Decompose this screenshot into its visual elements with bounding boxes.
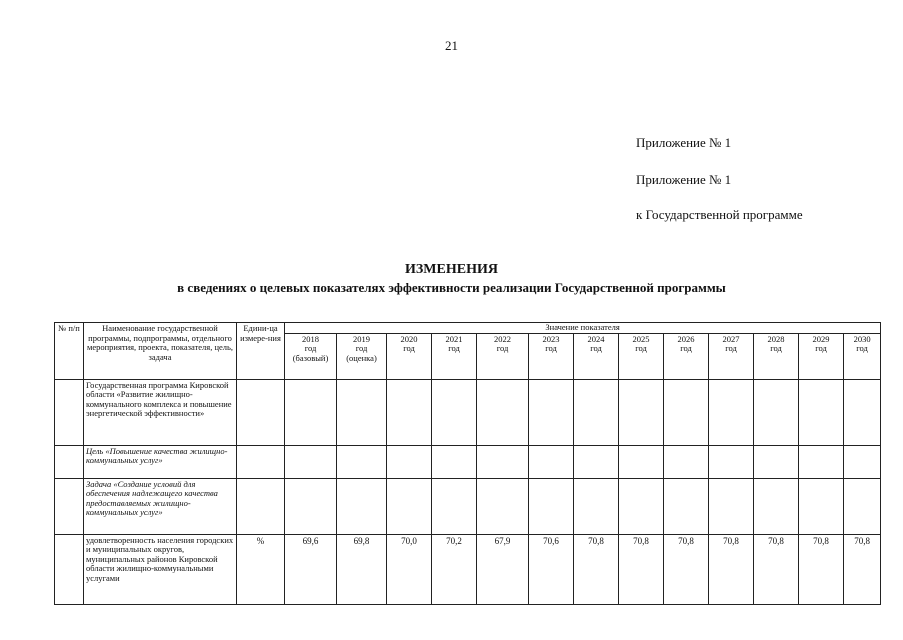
appendix-line-1: Приложение № 1 <box>636 135 732 150</box>
page-number: 21 <box>445 38 458 53</box>
cell-value <box>574 478 619 534</box>
cell-value <box>799 379 844 445</box>
cell-value <box>529 478 574 534</box>
cell-value <box>337 379 387 445</box>
header-year-label: 2024 <box>587 333 605 344</box>
header-year-label: 2020 <box>400 333 418 344</box>
header-year-note: год <box>448 343 460 354</box>
cell-value: 70,8 <box>574 534 619 604</box>
header-year-label: 2028 <box>767 333 785 344</box>
cell-value <box>844 379 881 445</box>
header-year-label: 2021 <box>445 333 463 344</box>
cell-value: 70,8 <box>619 534 664 604</box>
header-year-2030 <box>844 333 881 379</box>
cell-name: удовлетворенность населения городских и муниципальных округов, муниципальных районов Кировской области жилищно-коммунальными услугами <box>84 534 237 604</box>
cell-name: Государственная программа Кировской области «Развитие жилищно-коммунального комплекса и повышение энергетической эффективности» <box>84 379 237 445</box>
header-year-2025 <box>619 333 664 379</box>
cell-value <box>574 445 619 478</box>
cell-value <box>799 445 844 478</box>
header-year-note: год <box>856 343 868 354</box>
header-num: № п/п <box>55 323 84 380</box>
cell-num <box>55 445 84 478</box>
cell-value: 70,6 <box>529 534 574 604</box>
header-year-note: год <box>403 343 415 354</box>
cell-value <box>844 478 881 534</box>
cell-value: 69,8 <box>337 534 387 604</box>
cell-value <box>477 445 529 478</box>
cell-value <box>432 379 477 445</box>
header-year-note: год <box>725 343 737 354</box>
cell-value <box>619 379 664 445</box>
cell-name: Задача «Создание условий для обеспечения надлежащего качества предоставляемых жилищно-коммунальных услуг» <box>84 478 237 534</box>
header-year-note: год <box>680 343 692 354</box>
header-year-2023 <box>529 333 574 379</box>
cell-value <box>337 478 387 534</box>
header-year-label: 2027 <box>722 333 740 344</box>
cell-value <box>529 379 574 445</box>
header-year-note: год <box>590 343 602 354</box>
cell-value <box>432 445 477 478</box>
cell-value <box>664 478 709 534</box>
table-row <box>55 534 881 604</box>
cell-value <box>709 379 754 445</box>
document-title: ИЗМЕНЕНИЯ <box>405 262 498 277</box>
header-year-note: год <box>770 343 782 354</box>
header-year-2029 <box>799 333 844 379</box>
cell-value: 69,6 <box>285 534 337 604</box>
header-year-2024 <box>574 333 619 379</box>
cell-unit <box>237 445 285 478</box>
cell-unit: % <box>237 534 285 604</box>
header-year-label: 2025 <box>632 333 650 344</box>
cell-value: 70,2 <box>432 534 477 604</box>
cell-value <box>619 445 664 478</box>
cell-value <box>387 445 432 478</box>
cell-value <box>664 445 709 478</box>
appendix-line-2: Приложение № 1 <box>636 172 732 187</box>
header-year-status: (оценка) <box>346 352 377 363</box>
cell-unit <box>237 478 285 534</box>
cell-name: Цель «Повышение качества жилищно-коммунальных услуг» <box>84 445 237 478</box>
cell-value <box>709 445 754 478</box>
cell-value <box>387 379 432 445</box>
cell-unit <box>237 379 285 445</box>
cell-value <box>337 445 387 478</box>
cell-num <box>55 534 84 604</box>
header-year-2027 <box>709 333 754 379</box>
cell-value: 70,8 <box>754 534 799 604</box>
header-year-label: 2026 <box>677 333 695 344</box>
appendix-line-3: к Государственной программе <box>636 207 803 222</box>
cell-value <box>844 445 881 478</box>
cell-value <box>754 445 799 478</box>
header-year-note: год <box>815 343 827 354</box>
header-year-2028 <box>754 333 799 379</box>
header-year-2026 <box>664 333 709 379</box>
cell-value <box>664 379 709 445</box>
cell-value <box>754 379 799 445</box>
header-values-group: Значение показателя <box>285 323 881 334</box>
header-year-status: (базовый) <box>292 352 329 363</box>
document-subtitle: в сведениях о целевых показателях эффективности реализации Государственной программы <box>177 280 726 295</box>
cell-value <box>285 379 337 445</box>
cell-value <box>799 478 844 534</box>
cell-value: 70,8 <box>799 534 844 604</box>
header-year-label: 2019 <box>353 333 370 344</box>
header-year-2022 <box>477 333 529 379</box>
cell-value <box>285 445 337 478</box>
cell-value <box>529 445 574 478</box>
header-year-2019 <box>337 333 387 379</box>
cell-value: 70,8 <box>664 534 709 604</box>
cell-value: 70,0 <box>387 534 432 604</box>
header-year-note: год <box>304 343 317 354</box>
header-year-label: 2030 <box>853 333 871 344</box>
header-unit: Едини-ца измере-ния <box>237 323 285 380</box>
cell-value <box>619 478 664 534</box>
header-year-note: год <box>355 343 368 354</box>
cell-value <box>477 478 529 534</box>
header-year-label: 2029 <box>812 333 830 344</box>
cell-value: 70,8 <box>709 534 754 604</box>
header-year-note: год <box>635 343 647 354</box>
table-row <box>55 478 881 534</box>
cell-value <box>285 478 337 534</box>
cell-value: 70,8 <box>844 534 881 604</box>
cell-value <box>709 478 754 534</box>
cell-num <box>55 478 84 534</box>
table-row <box>55 445 881 478</box>
cell-value <box>574 379 619 445</box>
cell-value <box>387 478 432 534</box>
cell-value <box>477 379 529 445</box>
cell-num <box>55 379 84 445</box>
cell-value <box>754 478 799 534</box>
header-year-2020 <box>387 333 432 379</box>
header-year-label: 2022 <box>494 333 511 344</box>
table-row <box>55 379 881 445</box>
header-year-2018 <box>285 333 337 379</box>
header-name: Наименование государственной программы, подпрограммы, отдельного мероприятия, проекта, показателя, цель, задача <box>84 323 237 380</box>
header-year-label: 2018 <box>302 333 319 344</box>
header-year-note: год <box>496 343 509 354</box>
header-year-note: год <box>545 343 557 354</box>
header-year-2021 <box>432 333 477 379</box>
indicators-table <box>54 322 881 605</box>
cell-value <box>432 478 477 534</box>
cell-value: 67,9 <box>477 534 529 604</box>
header-year-label: 2023 <box>542 333 560 344</box>
header-row-top <box>55 323 881 334</box>
